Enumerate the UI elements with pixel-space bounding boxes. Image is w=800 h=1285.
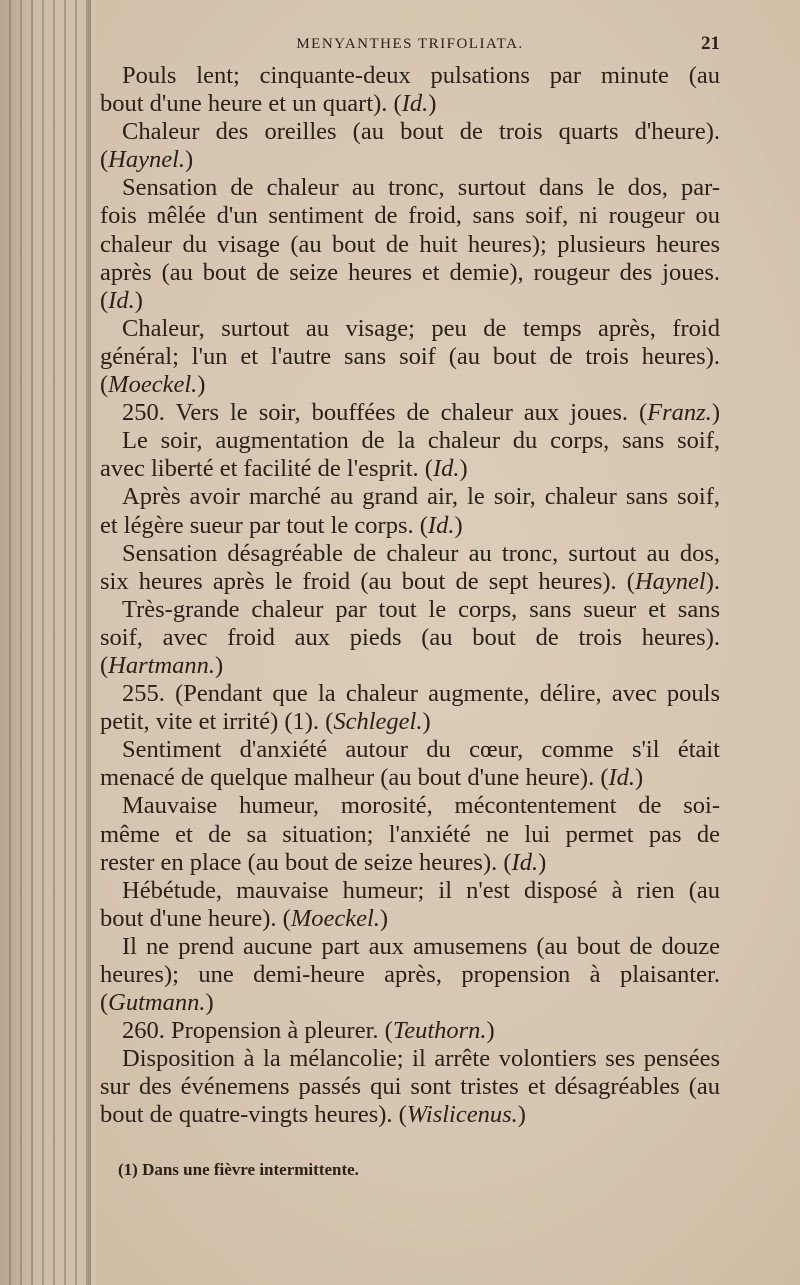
text-line [100, 174, 720, 202]
text-line [100, 343, 720, 371]
text-segment: Disposition à la mélancolie; il arrête volontiers ses pensées [122, 1045, 720, 1073]
book-gutter [0, 0, 96, 1285]
text-segment: Très-grande chaleur par tout le corps, sans sueur et sans [122, 595, 720, 623]
text-segment: ) [197, 371, 206, 399]
text-line [100, 568, 720, 596]
text-line [100, 1073, 720, 1101]
citation-author: Schlegel. [333, 708, 423, 736]
text-line [100, 90, 720, 118]
citation-author: Franz. [647, 399, 712, 427]
text-segment: même et de sa situation; l'anxiété ne lui permet pas de [100, 820, 720, 848]
text-line [100, 680, 720, 708]
body-text [100, 62, 720, 1130]
citation-author: Teuthorn. [392, 1017, 487, 1045]
text-segment: 250. Vers le soir, bouffées de chaleur aux joues. ( [122, 399, 648, 427]
text-segment: ) [428, 90, 437, 118]
text-segment: Mauvaise humeur, morosité, mécontentement de soi- [122, 792, 720, 820]
text-segment: ) [215, 651, 224, 679]
text-segment: ) [517, 1101, 526, 1129]
text-segment: ) [711, 399, 720, 427]
text-segment: chaleur du visage (au bout de huit heures); plusieurs heures [100, 230, 720, 258]
text-line [100, 849, 720, 877]
text-line [100, 736, 720, 764]
footnote: (1) Dans une fièvre intermittente. [118, 1160, 359, 1179]
text-line [100, 455, 720, 483]
text-segment: ) [379, 904, 389, 932]
text-segment: ) [422, 708, 431, 736]
citation-author: Haynel [634, 567, 706, 595]
text-line [100, 764, 720, 792]
text-segment: et légère sueur par tout le corps. ( [100, 511, 428, 539]
text-line [100, 1017, 720, 1045]
citation-author: Wislicenus. [406, 1101, 518, 1129]
citation-author: Moeckel. [290, 904, 380, 932]
text-line [100, 596, 720, 624]
text-line [100, 961, 720, 989]
citation-author: Hartmann. [108, 651, 216, 679]
text-line [100, 708, 720, 736]
text-segment: Après avoir marché au grand air, le soir, chaleur sans soif, [122, 483, 720, 511]
text-segment: ) [486, 1017, 495, 1045]
running-title: MENYANTHES TRIFOLIATA. [296, 36, 524, 52]
page-number: 21 [701, 33, 720, 54]
text-line [100, 1101, 720, 1129]
citation-author: Id. [511, 848, 539, 876]
text-segment: Sensation de chaleur au tronc, surtout dans le dos, par- [122, 174, 720, 202]
text-segment: 255. (Pendant que la chaleur augmente, délire, avec pouls [122, 680, 720, 708]
citation-author: Id. [427, 511, 455, 539]
text-segment: six heures après le froid (au bout de sept heures). ( [100, 567, 635, 595]
text-segment: Hébétude, mauvaise humeur; il n'est disposé à rien (au [122, 876, 720, 904]
text-line [100, 877, 720, 905]
text-segment: général; l'un et l'autre sans soif (au bout de trois heures). [100, 342, 720, 370]
text-line [100, 202, 720, 230]
text-line [100, 652, 720, 680]
citation-author: Id. [432, 455, 460, 483]
citation-author: Gutmann. [108, 989, 206, 1017]
text-segment: ) [185, 146, 194, 174]
text-segment: Sentiment d'anxiété autour du cœur, comme s'il était [122, 736, 720, 764]
text-segment: ( [100, 989, 109, 1017]
text-line [100, 146, 720, 174]
text-segment: soif, avec froid aux pieds (au bout de trois heures). [100, 623, 720, 651]
text-segment: ). [705, 567, 720, 595]
citation-author: Id. [108, 286, 135, 314]
text-line [100, 399, 720, 427]
text-segment: bout d'une heure). ( [100, 904, 291, 932]
text-line [100, 512, 720, 540]
text-line [100, 792, 720, 820]
text-segment: Il ne prend aucune part aux amusemens (au bout de douze [122, 932, 720, 960]
text-segment: 260. Propension à pleurer. ( [122, 1017, 393, 1045]
text-segment: ) [205, 989, 214, 1017]
citation-author: Id. [608, 764, 636, 792]
text-line [100, 624, 720, 652]
citation-author: Id. [401, 90, 429, 118]
text-line [100, 905, 720, 933]
text-segment: bout d'une heure et un quart). ( [100, 90, 402, 118]
text-segment: heures); une demi-heure après, propension à plaisanter. [100, 961, 720, 988]
text-segment: avec liberté et facilité de l'esprit. ( [100, 455, 433, 483]
text-segment: ) [635, 764, 644, 792]
text-segment: ( [100, 146, 109, 174]
citation-author: Moeckel. [108, 371, 198, 399]
text-segment: Chaleur, surtout au visage; peu de temps après, froid [122, 314, 720, 342]
text-segment: bout de quatre-vingts heures). ( [100, 1101, 407, 1129]
text-segment: Chaleur des oreilles (au bout de trois quarts d'heure). [122, 118, 720, 146]
text-segment: ( [100, 371, 109, 399]
text-line [100, 62, 720, 90]
citation-author: Haynel. [108, 146, 186, 174]
text-line [100, 231, 720, 259]
text-segment: ( [100, 286, 109, 314]
text-line [100, 371, 720, 399]
text-segment: après (au bout de seize heures et demie), rougeur des joues. [100, 258, 720, 286]
text-segment: Le soir, augmentation de la chaleur du corps, sans soif, [122, 427, 720, 455]
text-line [100, 483, 720, 511]
text-segment: Pouls lent; cinquante-deux pulsations par minute (au [122, 62, 720, 89]
text-segment: menacé de quelque malheur (au bout d'une heure). ( [100, 764, 609, 792]
text-segment: fois mêlée d'un sentiment de froid, sans soif, ni rougeur ou [100, 202, 720, 230]
text-segment: ) [134, 286, 143, 314]
text-line [100, 315, 720, 343]
text-line [100, 540, 720, 568]
text-segment: petit, vite et irrité) (1). ( [100, 708, 334, 736]
text-line [100, 118, 720, 146]
text-segment: rester en place (au bout de seize heures). ( [100, 848, 512, 876]
page-header [100, 32, 720, 56]
text-line [100, 933, 720, 961]
text-line [100, 821, 720, 849]
text-line [100, 427, 720, 455]
text-segment: sur des événemens passés qui sont tristes et désagréables (au [100, 1073, 720, 1101]
text-segment: ) [538, 848, 547, 876]
text-line [100, 1045, 720, 1073]
page-edge [88, 0, 91, 1285]
text-segment: Sensation désagréable de chaleur au tronc, surtout au dos, [122, 539, 720, 567]
text-line [100, 259, 720, 287]
text-line [100, 989, 720, 1017]
text-segment: ( [100, 651, 109, 679]
text-segment: ) [459, 455, 468, 483]
text-segment: ) [454, 511, 463, 539]
text-line [100, 287, 720, 315]
